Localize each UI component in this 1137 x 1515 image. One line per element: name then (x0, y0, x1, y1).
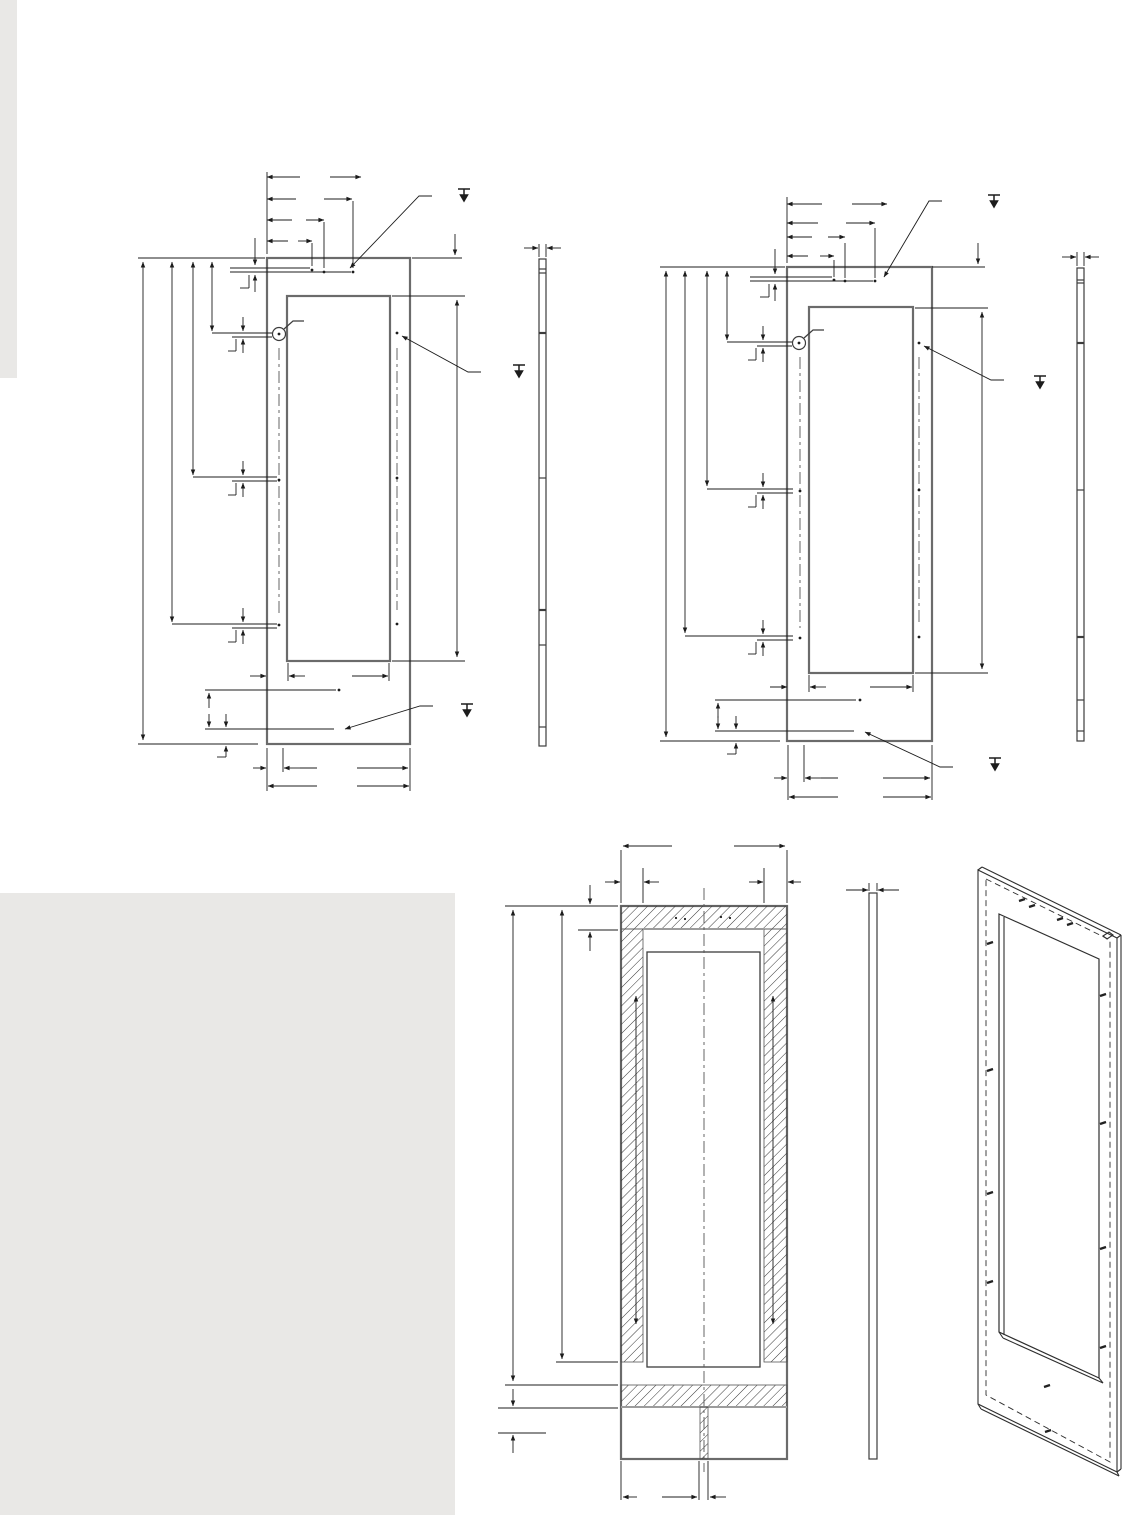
top-leader (884, 201, 942, 277)
finish-symbol-icon (988, 195, 1000, 207)
cutout-outline (809, 307, 913, 673)
left-dimension-chain (660, 267, 793, 741)
finish-symbol-icon (461, 704, 473, 716)
hatched-right-rail (764, 929, 787, 1362)
finish-symbol-icon (1034, 376, 1046, 388)
thickness-profile-strip (846, 883, 899, 1459)
cutout-section-outline (647, 952, 760, 1367)
right-leader (402, 336, 481, 372)
side-profile-right (1062, 252, 1099, 741)
front-view-left (138, 172, 481, 791)
finish-symbol-icon (513, 365, 525, 377)
cutout-outline (287, 296, 390, 661)
section-view (498, 846, 801, 1500)
isometric-view (978, 867, 1121, 1476)
iso-cutout (999, 914, 1099, 1378)
front-view-right (660, 197, 1004, 800)
left-dimension-chain (138, 258, 277, 744)
hatched-left-rail (621, 929, 643, 1362)
side-profile-left (524, 244, 561, 746)
finish-symbol-icon (989, 758, 1001, 770)
right-leader (924, 346, 1004, 380)
finish-symbol-icon (458, 189, 470, 201)
